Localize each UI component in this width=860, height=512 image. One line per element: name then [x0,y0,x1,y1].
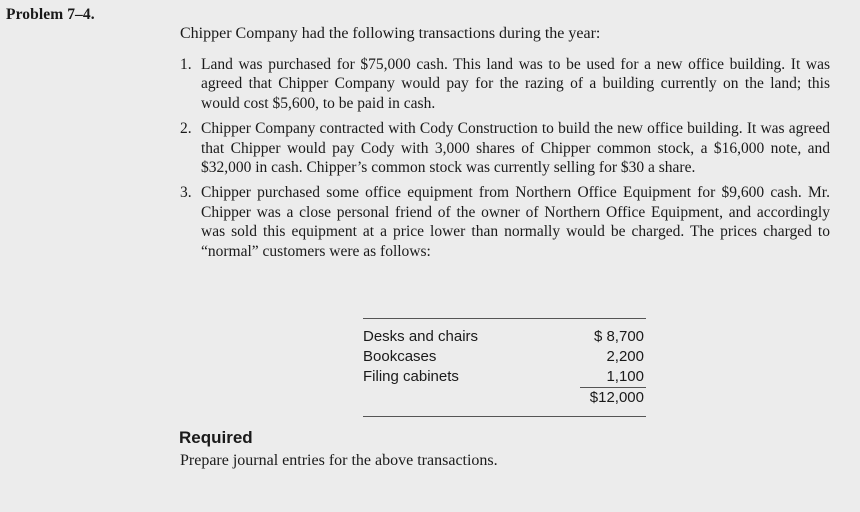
row-amount: 2,200 [606,348,644,365]
transaction-text: Chipper purchased some office equipment from Northern Office Equipment for $9,600 cash. Mr. Chipper was a close personal friend of the owner of Northern Office Equipment, and accordingly was sold this equipment at a price lower than normally would be charged. The prices charged to “normal” customers were as follows: [201,184,830,260]
transaction-number: 3. [180,184,192,202]
row-label: Bookcases [363,348,437,365]
transaction-number: 2. [180,120,192,138]
row-label: Desks and chairs [363,328,479,345]
transaction-list [178,55,830,267]
normal-price-table [363,318,646,417]
intro-text: Chipper Company had the following transactions during the year: [180,25,601,42]
table-row [363,327,646,347]
row-amount: $ 8,700 [593,328,644,345]
table-row [363,367,646,387]
total-amount: $12,000 [580,387,646,408]
transaction-item-1 [178,55,830,113]
row-label: Filing cabinets [363,368,459,385]
required-text: Prepare journal entries for the above transactions. [180,452,498,469]
transaction-text: Chipper Company contracted with Cody Construction to build the new office building. It was agreed that Chipper would pay Cody with 3,000 shares of Chipper common stock, a $16,000 note, and $32,000 in cash. Chipper’s common stock was currently selling for $30 a share. [201,120,830,177]
table-row [363,347,646,367]
problem-label: Problem 7–4. [6,6,95,23]
table-total-row [363,387,646,408]
transaction-text: Land was purchased for $75,000 cash. This land was to be used for a new office building. It was agreed that Chipper Company would pay for the razing of a building currently on the land; this would cost $5,600, to be paid in cash. [201,56,830,112]
transaction-item-3 [178,183,830,261]
row-amount: 1,100 [606,368,644,385]
transaction-number: 1. [180,56,192,73]
transaction-item-2 [178,119,830,177]
required-heading: Required [179,428,253,447]
